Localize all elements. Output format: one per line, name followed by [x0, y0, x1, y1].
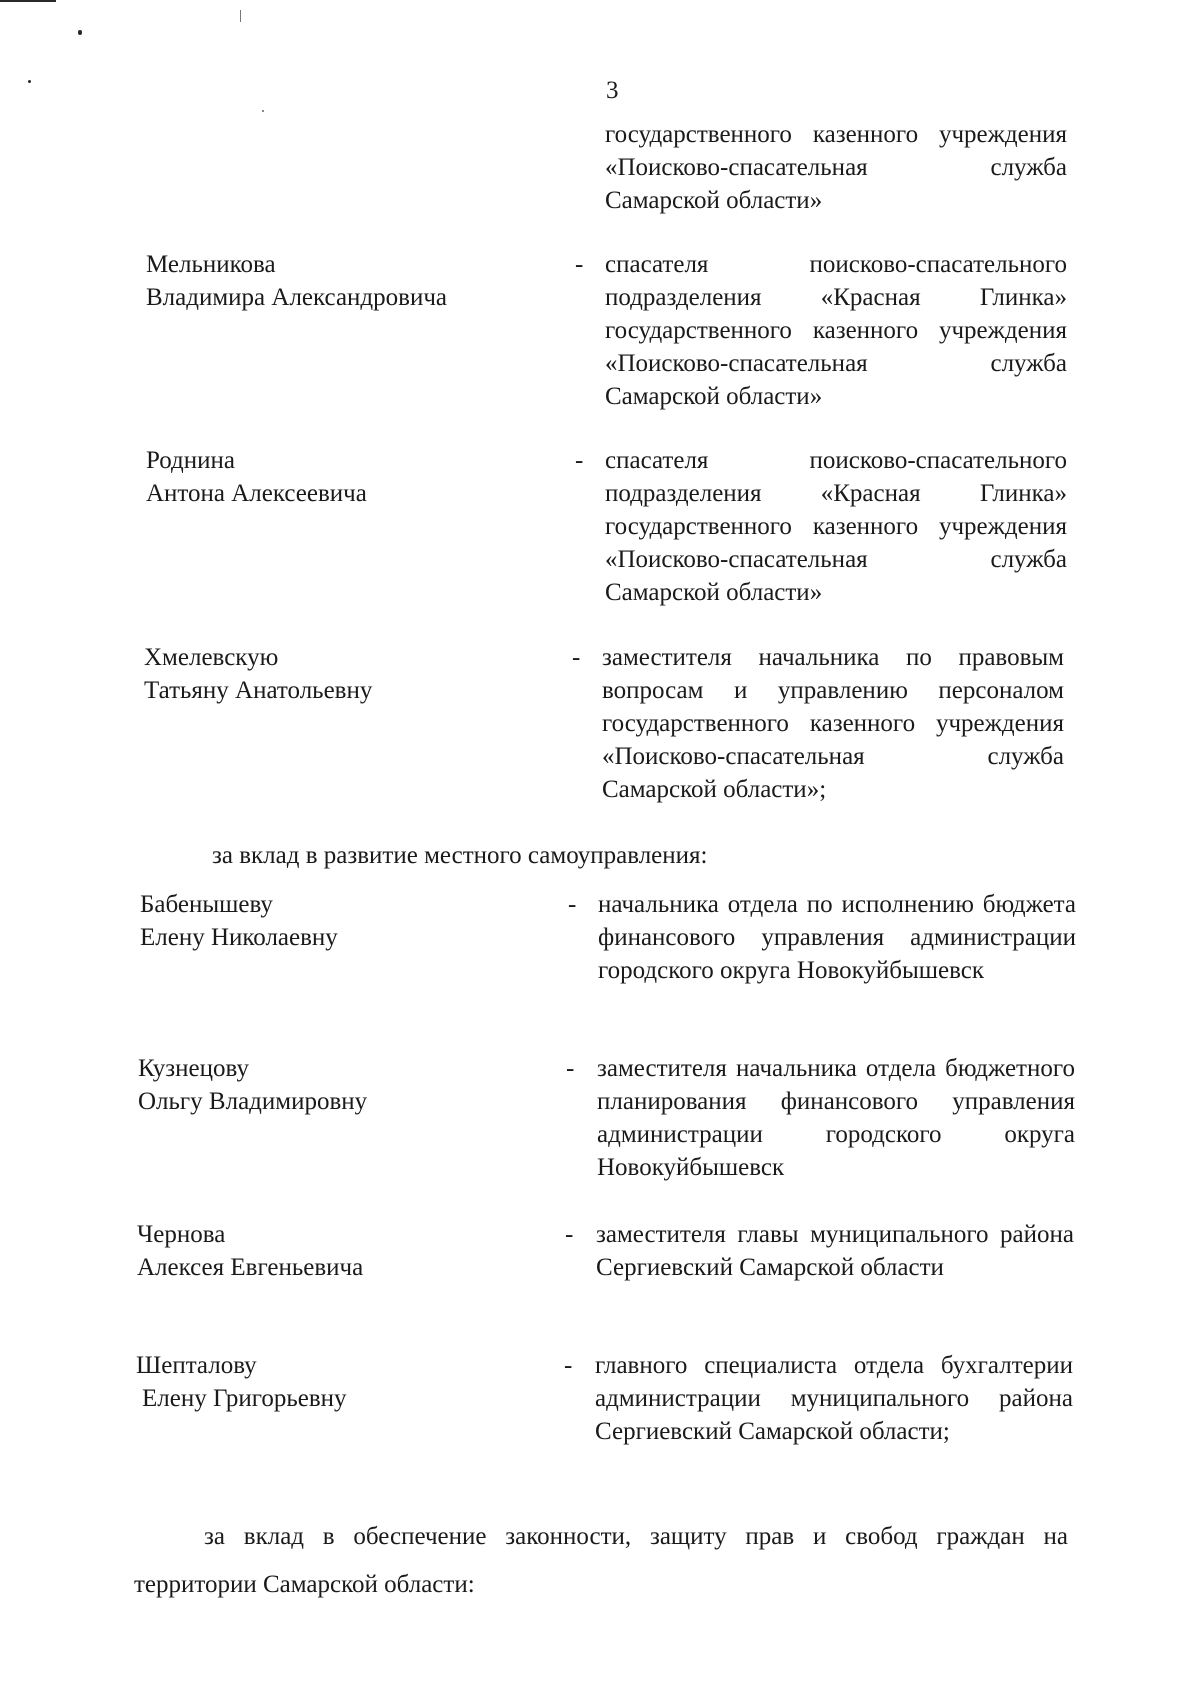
- entry-dash: -: [575, 447, 584, 474]
- scan-speck: [28, 80, 31, 83]
- section-heading: за вклад в развитие местного самоуправления:: [212, 842, 708, 869]
- person-given-name: Ольгу Владимировну: [138, 1088, 368, 1115]
- person-name: [144, 641, 372, 707]
- entry-dash: -: [575, 251, 584, 278]
- person-position: главного специалиста отдела бухгалтерии администрации муниципального района Сергиевский Самарской области;: [595, 1352, 1073, 1445]
- person-position: спасателя поисково-спасательного подразделения «Красная Глинка» государственного казенного учреждения «Поисково-спасательная служба Самарской области»: [605, 447, 1067, 606]
- person-name: [138, 1052, 367, 1118]
- entry-dash: -: [572, 644, 581, 671]
- person-name: [146, 444, 367, 510]
- person-given-name: Антона Алексеевича: [146, 480, 367, 507]
- continued-position-text: государственного казенного учреждения «Поисково-спасательная служба Самарской области»: [605, 121, 1067, 214]
- person-name: [146, 248, 447, 314]
- person-name: [137, 1218, 363, 1284]
- person-surname: Бабенышеву: [140, 891, 273, 918]
- entry-dash: -: [568, 891, 577, 918]
- scan-edge-line: [0, 0, 56, 2]
- scan-speck: [262, 110, 264, 112]
- person-surname: Роднина: [146, 447, 236, 474]
- entry-dash: -: [566, 1055, 575, 1082]
- person-given-name: Елену Николаевну: [140, 924, 338, 951]
- person-position: заместителя начальника отдела бюджетного планирования финансового управления администрации городского округа Новокуйбышевск: [597, 1055, 1075, 1181]
- person-surname: Кузнецову: [138, 1055, 249, 1082]
- person-given-name: Татьяну Анатольевну: [144, 677, 373, 704]
- entry-dash: -: [564, 1352, 573, 1379]
- person-given-name: Алексея Евгеньевича: [137, 1254, 364, 1281]
- person-position: заместителя начальника по правовым вопросам и управлению персоналом государственного казенного учреждения «Поисково-спасательная служба Самарской области»;: [602, 644, 1064, 803]
- person-surname: Шепталову: [136, 1352, 257, 1379]
- person-surname: Мельникова: [146, 251, 276, 278]
- entry-dash: -: [565, 1221, 574, 1248]
- person-surname: Чернова: [137, 1221, 226, 1248]
- person-position: начальника отдела по исполнению бюджета финансового управления администрации городского округа Новокуйбышевск: [598, 891, 1076, 984]
- person-name: [136, 1349, 347, 1415]
- scan-speck: [240, 10, 241, 22]
- person-position: заместителя главы муниципального района Сергиевский Самарской области: [596, 1221, 1074, 1281]
- section-paragraph: за вклад в обеспечение законности, защиту прав и свобод граждан на территории Самарской области:: [134, 1523, 1068, 1598]
- page-number: 3: [606, 77, 619, 104]
- person-given-name: Владимира Александровича: [146, 284, 447, 311]
- person-position: спасателя поисково-спасательного подразделения «Красная Глинка» государственного казенного учреждения «Поисково-спасательная служба Самарской области»: [605, 251, 1067, 410]
- person-surname: Хмелевскую: [144, 644, 279, 671]
- scan-speck: [78, 30, 82, 35]
- person-given-name: Елену Григорьевну: [142, 1385, 347, 1412]
- person-name: [140, 888, 338, 954]
